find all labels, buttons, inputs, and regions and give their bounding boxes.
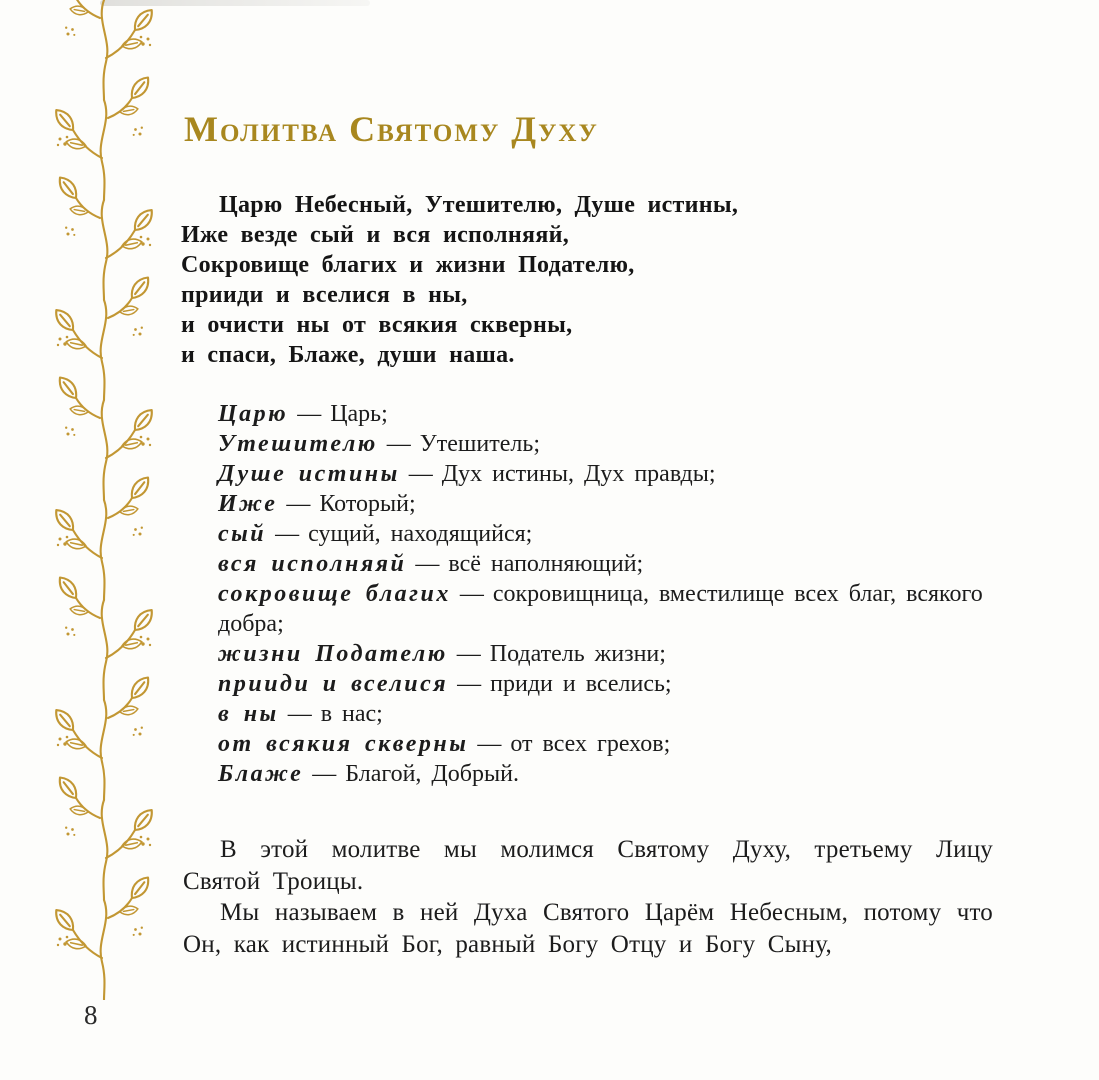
glossary-entry bbox=[218, 399, 998, 429]
glossary bbox=[218, 399, 998, 789]
glossary-definition: Утешитель; bbox=[419, 431, 540, 457]
glossary-term: от всякия скверны bbox=[218, 731, 469, 757]
dash-separator: — bbox=[408, 461, 433, 487]
prayer-line: прииди и вселися в ны, bbox=[181, 282, 468, 308]
dash-separator: — bbox=[415, 551, 440, 577]
page-number: 8 bbox=[84, 1000, 98, 1030]
prayer-line: Царю Небесный, Утешителю, Душе истины, bbox=[219, 192, 739, 218]
glossary-term: жизни Подателю bbox=[218, 641, 448, 667]
glossary-definition: Благой, Добрый. bbox=[345, 761, 519, 787]
glossary-entry bbox=[218, 549, 998, 579]
glossary-entry bbox=[218, 699, 998, 729]
glossary-definition: сокровищница, вместилище всех благ, всякого добра; bbox=[218, 581, 983, 637]
glossary-definition: сущий, находящийся; bbox=[308, 521, 533, 547]
commentary bbox=[183, 834, 993, 960]
glossary-term: вся исполняяй bbox=[218, 551, 407, 577]
prayer-line: Сокровище благих и жизни Подателю, bbox=[181, 252, 635, 278]
glossary-term: сокровище благих bbox=[218, 581, 451, 607]
glossary-definition: приди и вселись; bbox=[490, 671, 672, 697]
page-title: Молитва Святому Духу bbox=[184, 109, 599, 149]
glossary-definition: Податель жизни; bbox=[489, 641, 666, 667]
glossary-entry bbox=[218, 669, 998, 699]
glossary-entry bbox=[218, 519, 998, 549]
glossary-definition: Который; bbox=[319, 491, 416, 517]
prayer-text bbox=[181, 190, 861, 370]
commentary-paragraph: В этой молитве мы молимся Святому Духу, третьему Лицу Святой Троицы. bbox=[183, 836, 993, 895]
glossary-definition: в нас; bbox=[320, 701, 383, 727]
dash-separator: — bbox=[297, 401, 322, 427]
glossary-term: Царю bbox=[218, 401, 289, 427]
glossary-entry bbox=[218, 459, 998, 489]
glossary-term: Иже bbox=[218, 491, 278, 517]
glossary-term: в ны bbox=[218, 701, 279, 727]
glossary-definition: от всех грехов; bbox=[510, 731, 671, 757]
dash-separator: — bbox=[456, 641, 481, 667]
glossary-definition: Царь; bbox=[330, 401, 388, 427]
floral-vine-ornament bbox=[48, 0, 160, 1000]
glossary-term: Блаже bbox=[218, 761, 304, 787]
commentary-paragraph: Мы называем в ней Духа Святого Царём Небесным, потому что Он, как истинный Бог, равный Богу Отцу и Богу Сыну, bbox=[183, 899, 993, 958]
dash-separator: — bbox=[386, 431, 411, 457]
glossary-entry bbox=[218, 579, 998, 639]
glossary-entry bbox=[218, 729, 998, 759]
prayer-line: и спаси, Блаже, души наша. bbox=[181, 342, 515, 368]
glossary-term: сый bbox=[218, 521, 267, 547]
prayer-line: Иже везде сый и вся исполняяй, bbox=[181, 222, 570, 248]
glossary-definition: всё наполняющий; bbox=[448, 551, 644, 577]
glossary-term: прииди и вселися bbox=[218, 671, 449, 697]
dash-separator: — bbox=[286, 491, 311, 517]
dash-separator: — bbox=[477, 731, 502, 757]
prayer-line: и очисти ны от всякия скверны, bbox=[181, 312, 573, 338]
dash-separator: — bbox=[312, 761, 337, 787]
glossary-entry bbox=[218, 639, 998, 669]
glossary-entry bbox=[218, 759, 998, 789]
glossary-definition: Дух истины, Дух правды; bbox=[441, 461, 716, 487]
dash-separator: — bbox=[287, 701, 312, 727]
glossary-term: Утешителю bbox=[218, 431, 378, 457]
dash-separator: — bbox=[459, 581, 484, 607]
glossary-term: Душе истины bbox=[218, 461, 400, 487]
dash-separator: — bbox=[275, 521, 300, 547]
glossary-entry bbox=[218, 429, 998, 459]
glossary-entry bbox=[218, 489, 998, 519]
dash-separator: — bbox=[457, 671, 482, 697]
